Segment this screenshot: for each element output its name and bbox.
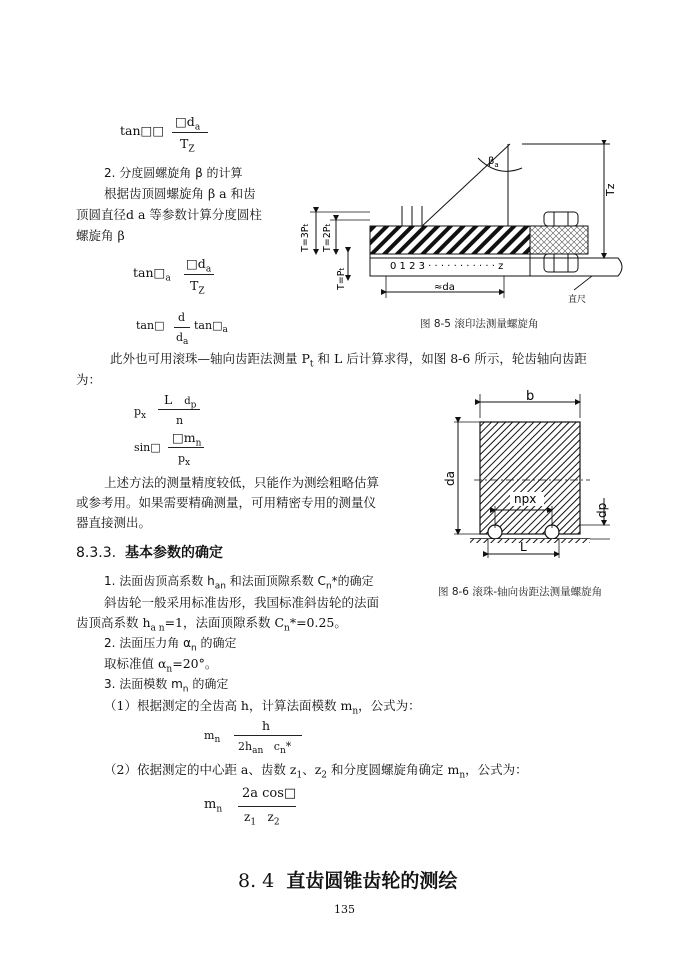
formula3-rhs: $\tan□_a$ — [194, 319, 228, 336]
formula5-numerator: $□m_n$ — [172, 430, 202, 449]
formula6-numerator: h — [262, 718, 271, 733]
fig85-t2-label: T=2Pt — [322, 223, 333, 252]
item1-text-1: 斜齿轮一般采用标准齿形，我国标准斜齿轮的法面 — [104, 595, 380, 610]
para1-line-1: 此外也可用滚珠—轴向齿距法测量 $P_t$ 和 L 后计算求得，如图 8-6 所示，轮齿轴向齿距 — [110, 351, 587, 370]
item1-title: 1. 法面齿顶高系数 $h_{an}$ 和法面顶隙系数 $C_n*$的确定 — [104, 574, 374, 592]
formula3-lhs: tan□ — [136, 319, 165, 332]
fig85-t1-label: T=Pt — [336, 267, 347, 290]
formula5-denominator: $p_x$ — [178, 452, 191, 469]
figure-8-5 — [292, 140, 632, 330]
para2-line-1: 上述方法的测量精度较低，只能作为测绘粗略估算 — [104, 475, 380, 490]
formula5-lhs: sin□ — [134, 441, 161, 454]
formula2-lhs: $\tan□_a$ — [133, 265, 171, 284]
fig85-da-label: ≈da — [434, 282, 455, 293]
formula1-lhs: tan□□ — [120, 123, 165, 138]
formula2-denominator: $T_Z$ — [190, 278, 205, 297]
formula3-denominator: $d_a$ — [176, 331, 189, 348]
sec84-heading: 8. 4 直齿圆锥齿轮的测绘 — [238, 870, 458, 892]
sec2-line-2: 顶圆直径d a 等参数计算分度圆柱 — [76, 207, 262, 222]
sec2-line-3: 螺旋角 β — [76, 228, 125, 243]
formula4-denominator: n — [176, 414, 184, 427]
item3-text-2: （2）依据测定的中心距 a、齿数 $z_1$、$z_2$ 和分度圆螺旋角确定 $m_n$，公式为： — [104, 762, 528, 781]
formula7-numerator: 2a cos□ — [242, 786, 297, 801]
fig85-ruler-label: 直尺 — [568, 295, 587, 305]
figure-8-6 — [440, 388, 620, 558]
fig86-npx-label: npx — [514, 492, 537, 506]
fig86-caption: 图 8-6 滚珠-轴向齿距法测量螺旋角 — [438, 586, 603, 598]
formula2-numerator: $□d_a$ — [186, 256, 212, 275]
formula4-numerator: L $d_p$ — [164, 392, 197, 411]
item1-text-2: 齿顶高系数 $h_{a n}=1$，法面顶隙系数 $C_n*=0.25$。 — [76, 615, 347, 634]
formula1-numerator: $□d_a$ — [175, 114, 201, 133]
fig86-L-label: L — [520, 540, 527, 554]
formula7-denominator: $z_1$ $z_2$ — [244, 810, 280, 828]
para2-line-2: 或参考用。如果需要精确测量，可用精密专用的测量仪 — [76, 495, 377, 510]
item2-title: 2. 法面压力角 $\alpha_n$ 的确定 — [104, 636, 237, 654]
formula7-lhs: $m_n$ — [204, 797, 223, 815]
fig86-da-label: da — [443, 471, 457, 486]
para2-line-3: 器直接测出。 — [76, 515, 152, 530]
item2-text: 取标准值 $\alpha_n=20^\circ$。 — [104, 656, 218, 675]
fig86-b-label: b — [526, 389, 535, 404]
formula3-numerator: d — [178, 311, 186, 324]
sec2-line-1: 根据齿顶圆螺旋角 β a 和齿 — [104, 186, 256, 201]
formula6-denominator: $2h_{an}$ $c_n*$ — [238, 740, 292, 757]
formula6-lhs: $m_n$ — [204, 729, 221, 746]
sec833-heading: 8.3.3. 基本参数的确定 — [76, 545, 223, 561]
fig85-scale-label: 0 1 2 3 · · · · · · · · · · · z — [390, 261, 504, 272]
para1-line-2: 为： — [76, 372, 102, 387]
fig85-caption: 图 8-5 滚印法测量螺旋角 — [420, 318, 539, 330]
formula4-lhs: $p_x$ — [134, 405, 147, 422]
item3-text-1: （1）根据测定的全齿高 h，计算法面模数 $m_n$，公式为： — [104, 698, 421, 717]
fig85-tz-label: Tz — [604, 183, 617, 196]
page-number: 135 — [334, 903, 355, 916]
fig85-beta-label: $\beta_a$ — [488, 156, 499, 169]
item3-title: 3. 法面模数 $m_n$ 的确定 — [104, 677, 229, 695]
formula1-denominator: $T_Z$ — [180, 136, 195, 155]
fig85-t3-label: T=3Pt — [300, 223, 311, 252]
fig86-dp-label: dp — [595, 502, 609, 518]
sec2-title: 2. 分度圆螺旋角 β 的计算 — [104, 166, 243, 180]
